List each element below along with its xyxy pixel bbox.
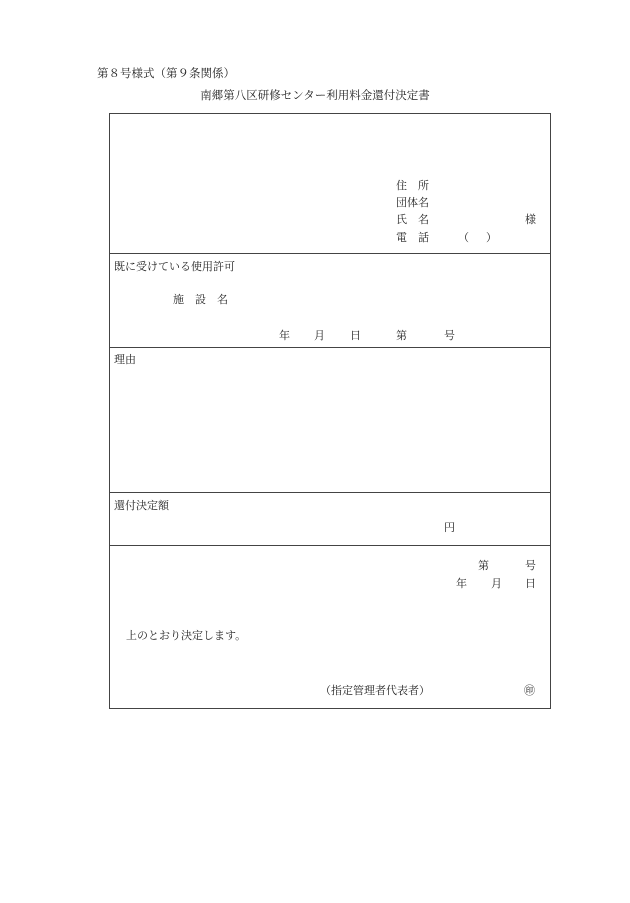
refund-amount-heading: 還付決定額 (114, 499, 169, 512)
permit-heading: 既に受けている使用許可 (114, 260, 235, 273)
honorific-sama: 様 (525, 213, 536, 226)
decision-day-label: 日 (525, 577, 536, 590)
divider-applicant (109, 253, 551, 254)
form-frame (109, 113, 551, 709)
signer-label: （指定管理者代表者） (320, 684, 430, 697)
permit-number-prefix: 第 (396, 329, 407, 342)
divider-permit (109, 347, 551, 348)
decision-number-prefix: 第 (478, 559, 489, 572)
permit-year-label: 年 (279, 329, 290, 342)
address-label: 住 所 (396, 179, 429, 192)
page-title: 南郷第八区研修センター利用料金還付決定書 (200, 88, 430, 102)
group-name-label: 団体名 (396, 196, 429, 209)
permit-number-suffix: 号 (444, 329, 455, 342)
decision-year-label: 年 (456, 577, 467, 590)
divider-refund (109, 545, 551, 546)
seal-mark-icon: ㊞ (524, 684, 535, 697)
phone-label: 電 話 (396, 231, 429, 244)
facility-name-label: 施 設 名 (173, 293, 228, 306)
phone-paren-open: （ (458, 231, 469, 244)
phone-paren-close: ） (486, 231, 497, 244)
divider-reason (109, 492, 551, 493)
permit-day-label: 日 (350, 329, 361, 342)
decision-statement: 上のとおり決定します。 (126, 629, 247, 642)
permit-month-label: 月 (314, 329, 325, 342)
form-number: 第８号様式（第９条関係） (97, 66, 235, 80)
decision-number-suffix: 号 (525, 559, 536, 572)
refund-yen-label: 円 (444, 521, 455, 534)
decision-month-label: 月 (491, 577, 502, 590)
reason-heading: 理由 (114, 353, 136, 366)
name-label: 氏 名 (396, 213, 429, 226)
